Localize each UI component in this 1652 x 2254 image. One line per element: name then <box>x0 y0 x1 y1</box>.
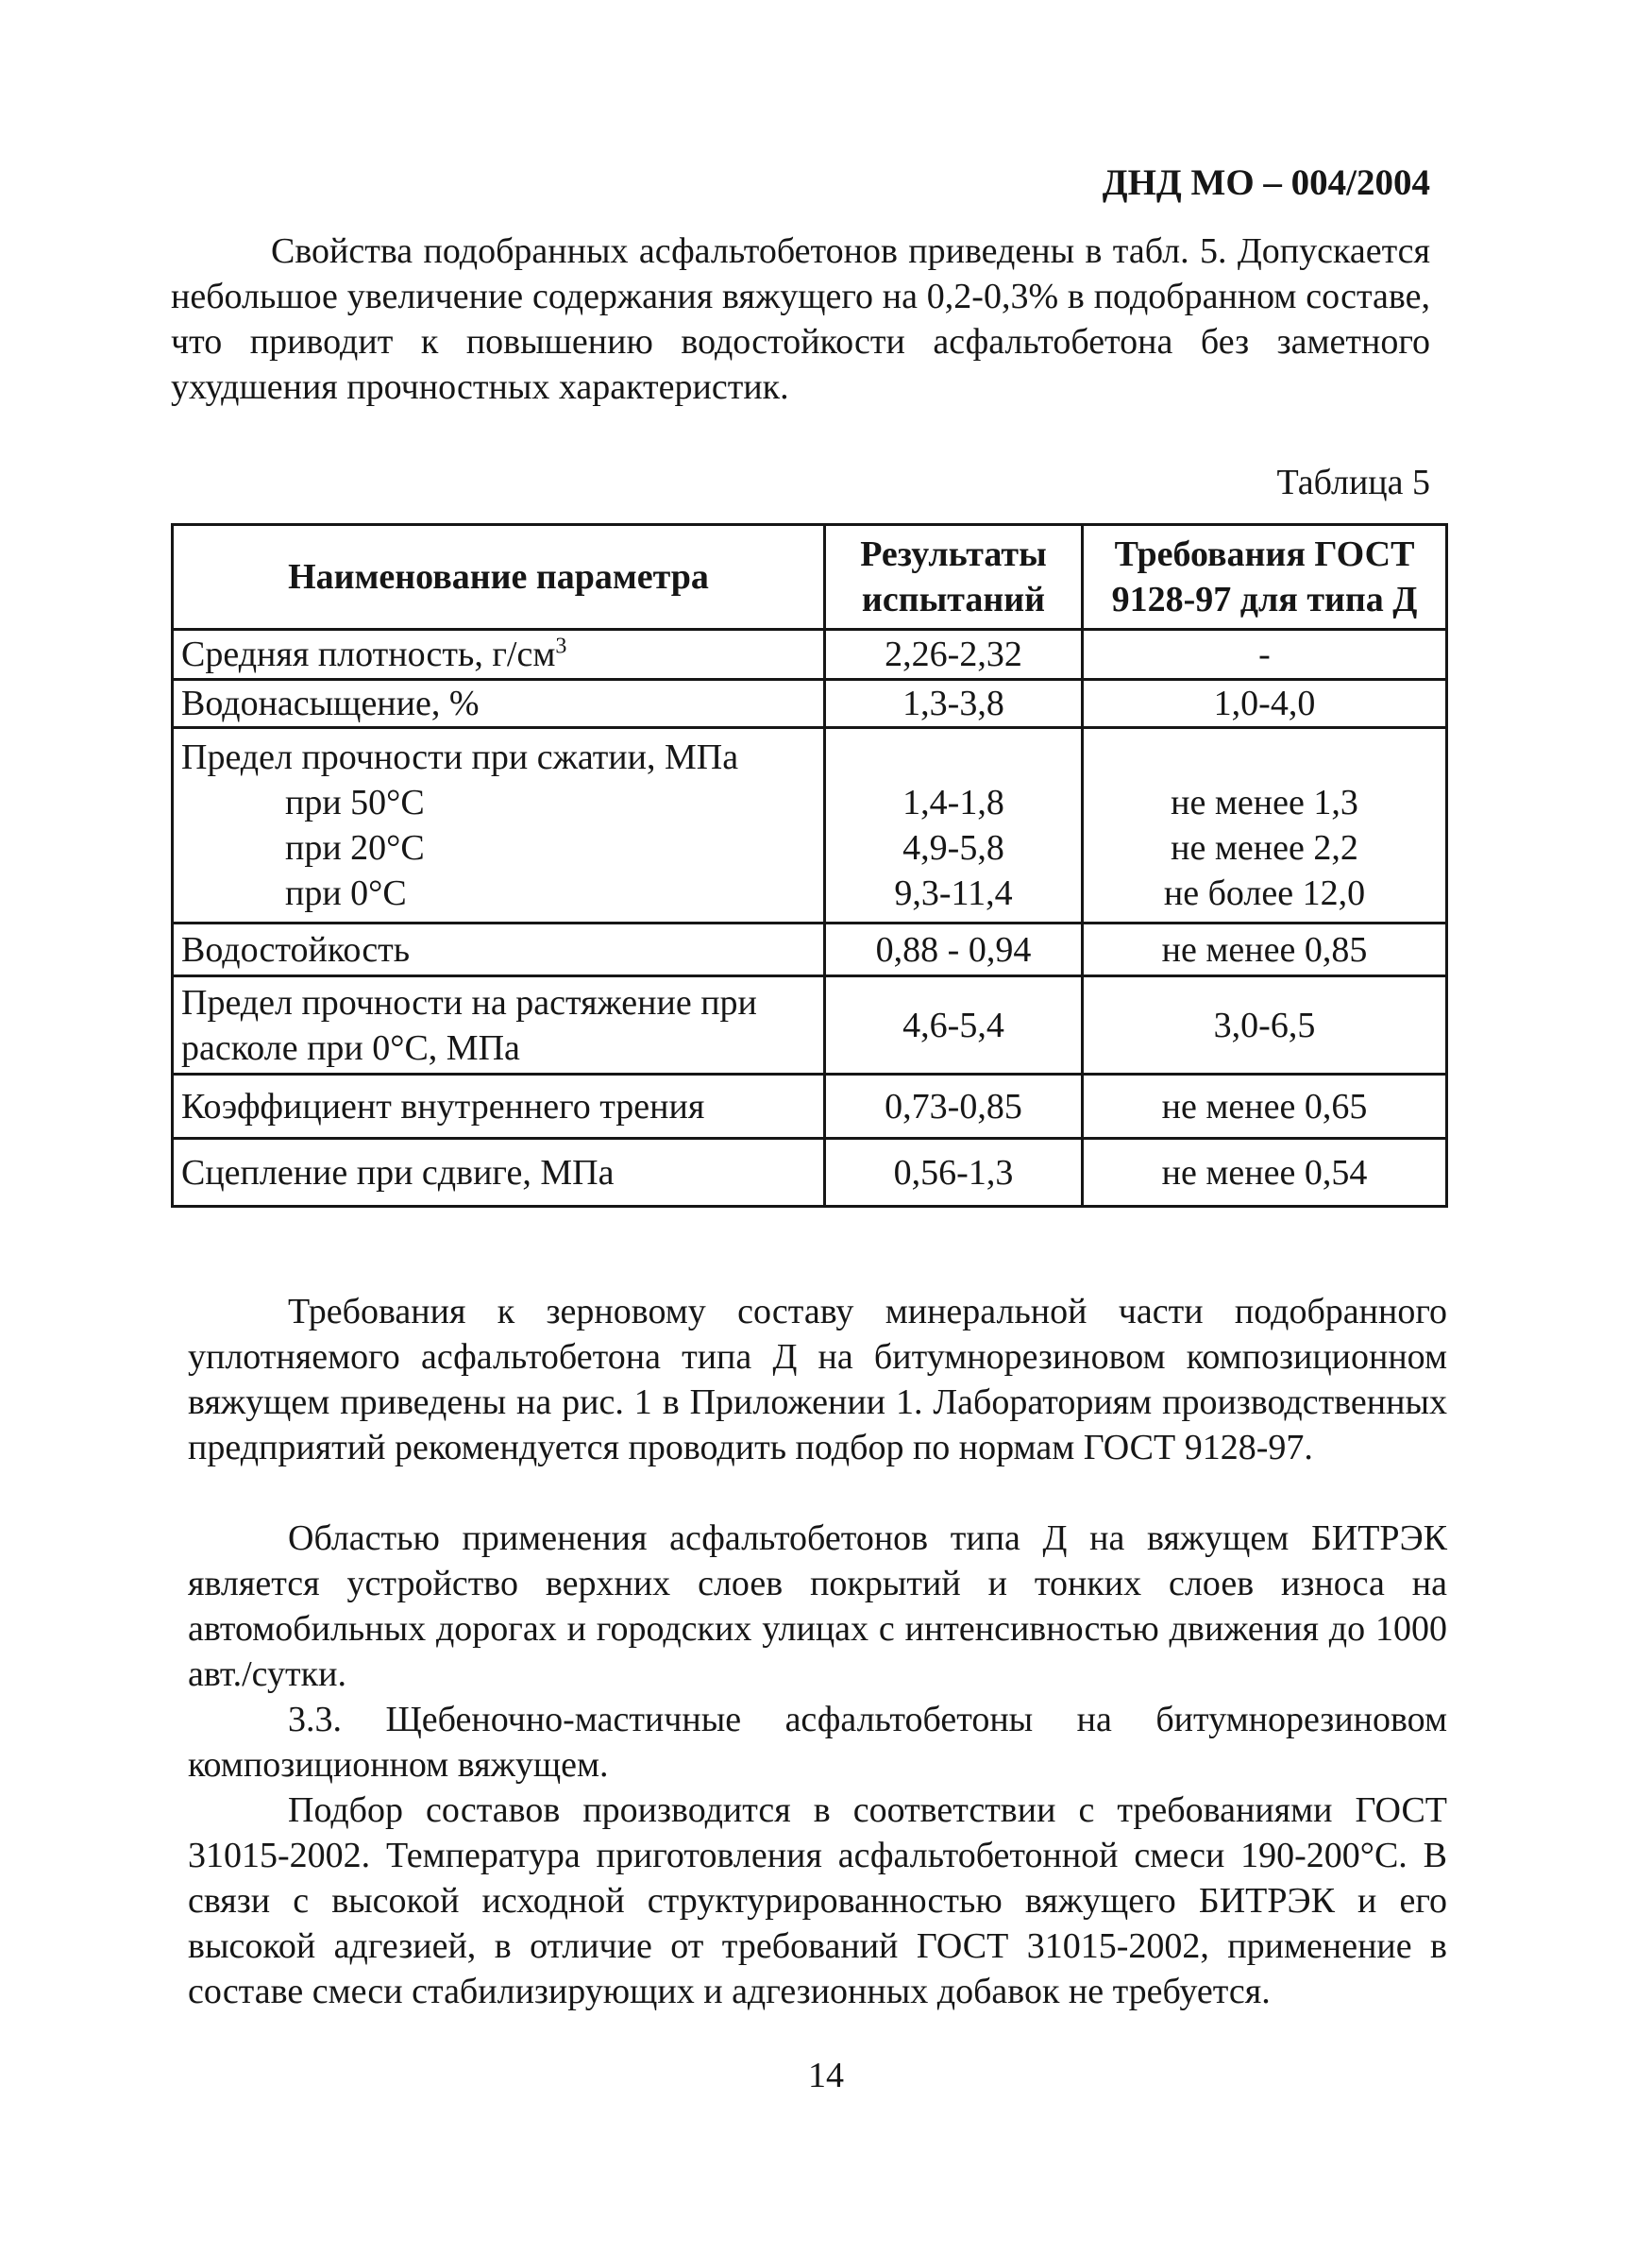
properties-table <box>171 523 1448 1208</box>
param-cell <box>173 630 825 680</box>
requirement-cell: не менее 0,54 <box>1083 1139 1447 1207</box>
param-cell: Коэффициент внутреннего трения <box>173 1075 825 1139</box>
result-0c: 9,3-11,4 <box>894 873 1013 913</box>
paragraph-mix-design: Подбор составов производится в соответствии с требованиями ГОСТ 31015-2002. Температура приготовления асфальтобетонной смеси 190-200°С. В связи с высокой исходной структурированностью вяжущего БИТРЭК и его высокой адгезией, в отличие от требований ГОСТ 31015-2002, применение в составе смеси стабилизирующих и адгезионных добавок не требуется. <box>188 1790 1447 2011</box>
table-row <box>173 630 1447 680</box>
requirement-cell: - <box>1083 630 1447 680</box>
unit-superscript: 3 <box>555 634 567 659</box>
requirement-cell: не менее 0,85 <box>1083 924 1447 976</box>
paragraph-grain-composition: Требования к зерновому составу минеральной части подобранного уплотняемого асфальтобетона типа Д на битумнорезиновом композиционном вяжущем приведены на рис. 1 в Приложении 1. Лабораториям производственных предприятий рекомендуется проводить подбор по нормам ГОСТ 9128-97. <box>188 1292 1447 1467</box>
param-group-title: Предел прочности при сжатии, МПа <box>181 737 739 777</box>
section-heading-3-3: 3.3. Щебеночно-мастичные асфальтобетоны на битумнорезиновом композиционном вяжущем. <box>188 1700 1447 1785</box>
param-cell: Сцепление при сдвиге, МПа <box>173 1139 825 1207</box>
param-cell: Водонасыщение, % <box>173 680 825 728</box>
table-header-row <box>173 525 1447 630</box>
result-cell: 0,73-0,85 <box>825 1075 1083 1139</box>
header-test-results: Результаты испытаний <box>825 525 1083 630</box>
param-cell: Предел прочности на растяжение при расколе при 0°С, МПа <box>173 976 825 1075</box>
table-row <box>173 976 1447 1075</box>
result-50c: 1,4-1,8 <box>902 783 1004 822</box>
param-text: Средняя плотность, г/см <box>181 635 556 674</box>
requirement-cell: 3,0-6,5 <box>1083 976 1447 1075</box>
paragraph-properties: Свойства подобранных асфальтобетонов приведены в табл. 5. Допускается небольшое увеличение содержания вяжущего на 0,2-0,3% в подобранном составе, что приводит к повышению водостойкости асфальтобетона без заметного ухудшения прочностных характеристик. <box>171 231 1430 407</box>
subparam-20c: при 20°С <box>285 828 425 868</box>
param-cell: Водостойкость <box>173 924 825 976</box>
table-row <box>173 680 1447 728</box>
header-gost-requirements: Требования ГОСТ 9128-97 для типа Д <box>1083 525 1447 630</box>
requirement-0c: не более 12,0 <box>1163 873 1366 913</box>
requirement-50c: не менее 1,3 <box>1171 783 1358 822</box>
result-cell: 0,56-1,3 <box>825 1139 1083 1207</box>
result-cell: 0,88 - 0,94 <box>825 924 1083 976</box>
page-number: 14 <box>808 2056 844 2095</box>
requirement-cell: не менее 0,65 <box>1083 1075 1447 1139</box>
document-id: ДНД МО – 004/2004 <box>1102 162 1430 203</box>
subparam-0c: при 0°С <box>285 873 407 913</box>
table-row-compression-strength <box>173 728 1447 924</box>
result-cell <box>825 728 1083 924</box>
paragraph-application-area: Областью применения асфальтобетонов типа Д на вяжущем БИТРЭК является устройство верхних слоев покрытий и тонких слоев износа на автомобильных дорогах и городских улицах с интенсивностью движения до 1000 авт./сутки. <box>188 1518 1447 1694</box>
requirement-cell <box>1083 728 1447 924</box>
table-row <box>173 1075 1447 1139</box>
requirement-20c: не менее 2,2 <box>1171 828 1358 868</box>
result-cell: 2,26-2,32 <box>825 630 1083 680</box>
table-caption: Таблица 5 <box>1276 463 1430 502</box>
table-row <box>173 1139 1447 1207</box>
param-cell <box>173 728 825 924</box>
subparam-50c: при 50°С <box>285 783 425 822</box>
requirement-cell: 1,0-4,0 <box>1083 680 1447 728</box>
table-row <box>173 924 1447 976</box>
result-cell: 4,6-5,4 <box>825 976 1083 1075</box>
header-parameter-name: Наименование параметра <box>173 525 825 630</box>
result-20c: 4,9-5,8 <box>902 828 1004 868</box>
result-cell: 1,3-3,8 <box>825 680 1083 728</box>
